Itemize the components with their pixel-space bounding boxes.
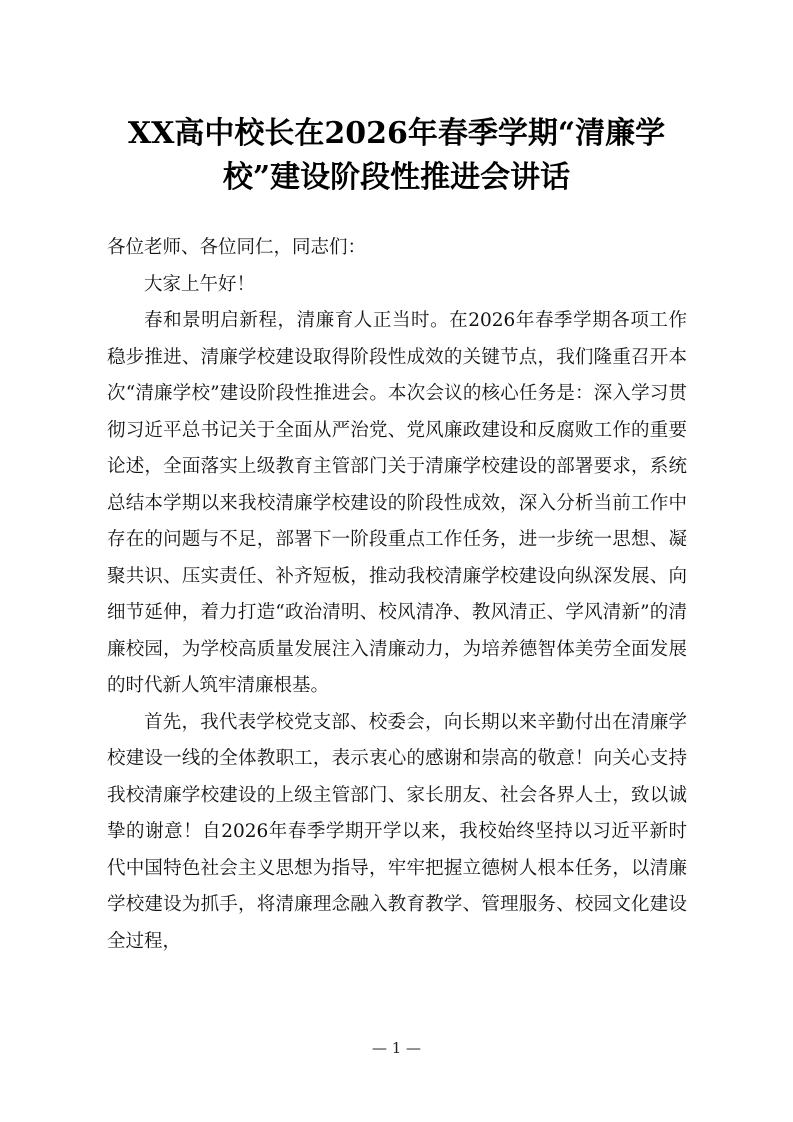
page-number: — 1 — [371,1039,422,1057]
title-line-1: XX高中校长在2026年春季学期“清廉学 [127,116,666,151]
paragraph-1: 春和景明启新程，清廉育人正当时。在2026年春季学期各项工作稳步推进、清廉学校建设取得阶段性成效的关键节点，我们隆重召开本次“清廉学校”建设阶段性推进会。本次会议的核心任务是：深入学习贯彻习近平总书记关于全面从严治党、党风廉政建设和反腐败工作的重要论述，全面落实上级教育主管部门关于清廉学校建设的部署要求，系统总结本学期以来我校清廉学校建设的阶段性成效，深入分析当前工作中存在的问题与不足，部署下一阶段重点工作任务，进一步统一思想、凝聚共识、压实责任、补齐短板，推动我校清廉学校建设向纵深发展、向细节延伸，着力打造“政治清明、校风清净、教风清正、学风清新”的清廉校园，为学校高质量发展注入清廉动力，为培养德智体美劳全面发展的时代新人筑牢清廉根基。 [107,310,687,696]
title-line-2: 校”建设阶段性推进会讲话 [222,160,571,195]
greeting: 大家上午好！ [144,273,256,295]
page-title [90,112,703,200]
salutation: 各位老师、各位同仁，同志们： [107,237,367,258]
speech-body [107,230,687,960]
paragraph-2: 首先，我代表学校党支部、校委会，向长期以来辛勤付出在清廉学校建设一线的全体教职工，表示衷心的感谢和崇高的敬意！向关心支持我校清廉学校建设的上级主管部门、家长朋友、社会各界人士，致以诚挚的谢意！自2026年春季学期开学以来，我校始终坚持以习近平新时代中国特色社会主义思想为指导，牢牢把握立德树人根本任务，以清廉学校建设为抓手，将清廉理念融入教育教学、管理服务、校园文化建设全过程， [107,711,687,952]
